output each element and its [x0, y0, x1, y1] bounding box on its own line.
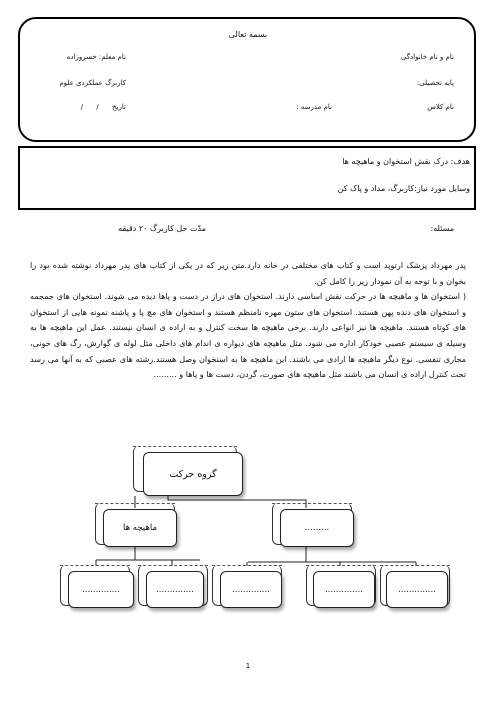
- leaf-5-node: ..............: [386, 571, 448, 608]
- student-name-label: نام و نام خانوادگی: [400, 53, 454, 61]
- intro-paragraph: پدر مهرداد پزشک ارتوپد است و کتاب های مختلفی در خانه دارد.متن زیر که در یکی از کتاب های پدر مهرداد نوشته شده بود را بخوان و با توجه به آن نمودار زیر را کامل کن.: [30, 260, 466, 286]
- problem-label: مسئله:: [430, 224, 454, 233]
- worksheet-label: کاربرگ عملکردی علوم: [59, 79, 126, 87]
- leaf-3-node: ..............: [220, 571, 282, 608]
- root-node: گروه حرکت: [143, 452, 243, 496]
- worksheet-time: مدّت حل کاربرگ ۲۰ دقیقه: [118, 224, 206, 233]
- leaf-4-node: ..............: [313, 571, 375, 608]
- leaf-1-node: ..............: [68, 571, 134, 608]
- left-child-node: ماهیچه ها: [103, 509, 177, 547]
- date-label: تاریخ / /: [80, 103, 126, 111]
- grade-label: پایه تحصیلی:: [416, 79, 454, 87]
- goal-materials: وسایل مورد نیاز:کاربرگ، مداد و پاک کن: [337, 184, 470, 193]
- header-title: بسمه تعالی: [228, 30, 268, 39]
- teacher-name-label: نام معلم: خسروزاده: [66, 53, 126, 61]
- page-number: 1: [245, 662, 251, 670]
- leaf-2-node: ..............: [146, 571, 204, 608]
- right-child-node: .........: [280, 509, 354, 547]
- source-paragraph: ( استخوان ها و ماهیچه ها در حرکت نقش اساسی دارند. استخوان های دراز در دست و پاها دیده می شوند. استخوان های جمجمه و استخوان های دنده پهن هستند. استخوان های ستون مهره نامنظم هستند و استخوان های مچ پا و پاشنه نمونه هایی از استخوان های کوتاه هستند. ماهیچه ها نیز انواعی دارند. برخی ماهیچه ها سخت کنترل و به اراده ی انسان نیستند. عمل این ماهیچه ها به وسیله ی سیستم عصبی خودکار اداره می شود. مثل ماهیچه های دیواره ی اندام های داخلی مثل لوله ی گوارش، رگ های خونی، مجاری تنفسی. نوع دیگر ماهیچه ها ارادی می باشند. این ماهیچه ها به استخوان وصل هستند.رشته های عصبی که به آنها می رسد تحت کنترل اراده ی انسان می باشند مثل ماهیچه های صورت، گردن، دست ها و پاها و .........: [30, 291, 466, 380]
- school-name-label: نام مدرسه :: [296, 103, 332, 111]
- goal-objective: هدف: درک نقش استخوان و ماهیچه ها: [342, 157, 470, 166]
- class-name-label: نام کلاس: [427, 103, 454, 111]
